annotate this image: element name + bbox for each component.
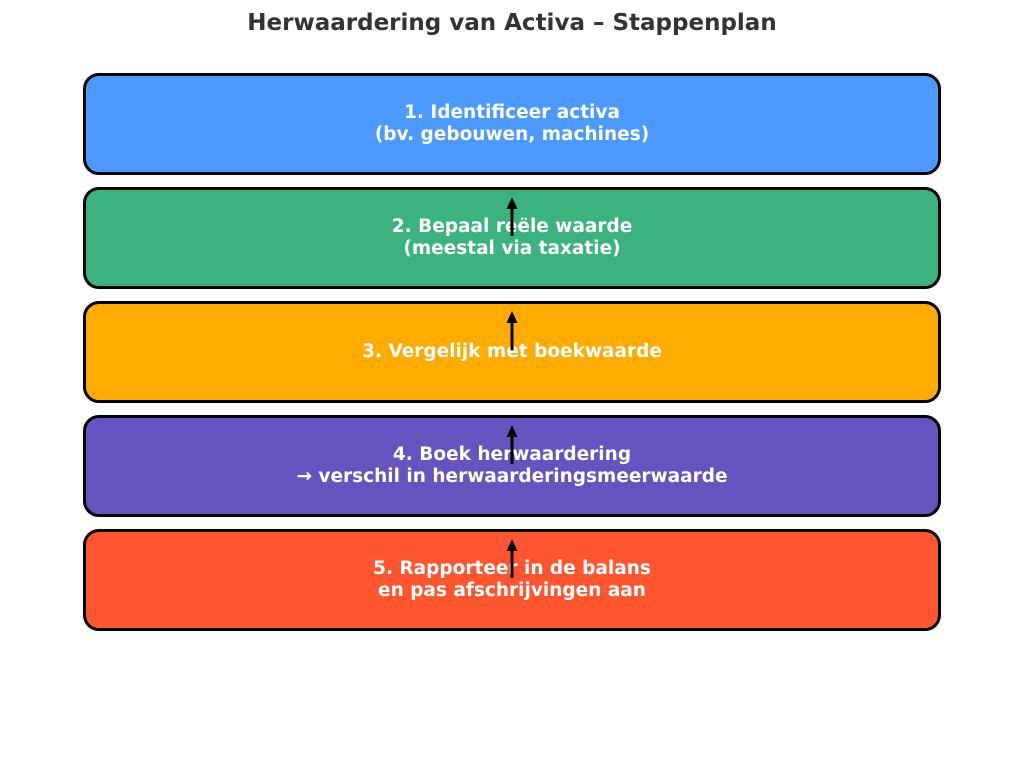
step-label-3: 3. Vergelijk met boekwaarde bbox=[362, 341, 662, 362]
step-label-1: 1. Identificeer activa (bv. gebouwen, machines) bbox=[374, 102, 650, 145]
step-box-4 bbox=[83, 415, 941, 517]
step-box-5 bbox=[83, 529, 941, 631]
step-label-2: 2. Bepaal reële waarde (meestal via taxatie) bbox=[391, 216, 633, 259]
step-box-3 bbox=[83, 301, 941, 403]
diagram-title: Herwaardering van Activa – Stappenplan bbox=[247, 10, 777, 36]
step-label-5: 5. Rapporteer in de balans en pas afschrijvingen aan bbox=[373, 558, 651, 601]
step-box-1 bbox=[83, 73, 941, 175]
step-box-2 bbox=[83, 187, 941, 289]
step-label-4: 4. Boek herwaardering → verschil in herwaarderingsmeerwaarde bbox=[296, 444, 728, 487]
